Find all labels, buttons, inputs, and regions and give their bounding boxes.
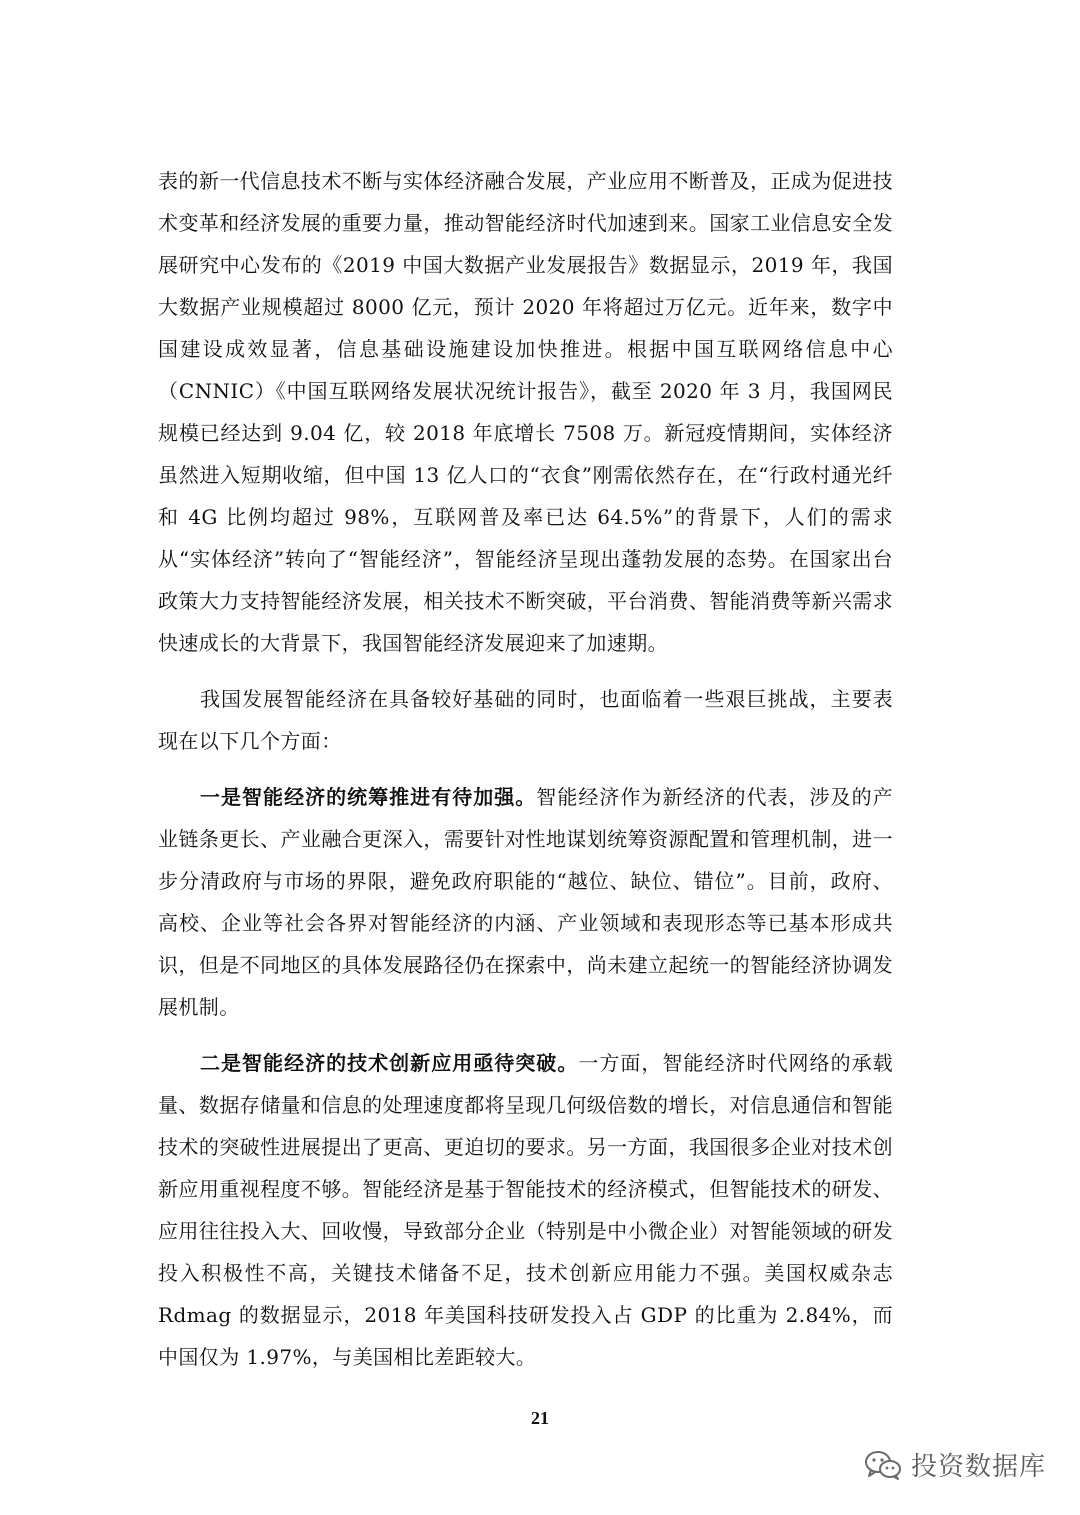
paragraph-point-two	[158, 1042, 893, 1378]
paragraph-lead: 一是智能经济的统筹推进有待加强。	[200, 785, 537, 809]
paragraph-text: 我国发展智能经济在具备较好基础的同时，也面临着一些艰巨挑战，主要表现在以下几个方面：	[158, 687, 893, 753]
paragraph-text: 表的新一代信息技术不断与实体经济融合发展，产业应用不断普及，正成为促进技术变革和经济发展的重要力量，推动智能经济时代加速到来。国家工业信息安全发展研究中心发布的《2019 中国大数据产业发展报告》数据显示，2019 年，我国大数据产业规模超过 8000 亿元，预计 2020 年将超过万亿元。近年来，数字中国建设成效显著，信息基础设施建设加快推进。根据中国互联网络信息中心（CNNIC）《中国互联网络发展状况统计报告》，截至 2020 年 3 月，我国网民规模已经达到 9.04 亿，较 2018 年底增长 7508 万。新冠疫情期间，实体经济虽然进入短期收缩，但中国 13 亿人口的“衣食”刚需依然存在，在“行政村通光纤和 4G 比例均超过 98%，互联网普及率已达 64.5%”的背景下，人们的需求从“实体经济”转向了“智能经济”，智能经济呈现出蓬勃发展的态势。在国家出台政策大力支持智能经济发展，相关技术不断突破，平台消费、智能消费等新兴需求快速成长的大背景下，我国智能经济发展迎来了加速期。	[158, 169, 893, 655]
page-number: 21	[531, 1408, 549, 1428]
paragraph-challenges	[158, 678, 893, 762]
paragraph-text: 一方面，智能经济时代网络的承载量、数据存储量和信息的处理速度都将呈现几何级倍数的增长，对信息通信和智能技术的突破性进展提出了更高、更迫切的要求。另一方面，我国很多企业对技术创新应用重视程度不够。智能经济是基于智能技术的经济模式，但智能技术的研发、应用往往投入大、回收慢，导致部分企业（特别是中小微企业）对智能领域的研发投入积极性不高，关键技术储备不足，技术创新应用能力不强。美国权威杂志 Rdmag 的数据显示，2018 年美国科技研发投入占 GDP 的比重为 2.84%，而中国仅为 1.97%，与美国相比差距较大。	[158, 1051, 894, 1369]
paragraph-lead: 二是智能经济的技术创新应用亟待突破。	[200, 1051, 579, 1075]
paragraph-point-one	[158, 776, 893, 1028]
watermark	[863, 1446, 1046, 1483]
wechat-icon	[863, 1449, 903, 1481]
paragraph-text: 智能经济作为新经济的代表，涉及的产业链条更长、产业融合更深入，需要针对性地谋划统筹资源配置和管理机制，进一步分清政府与市场的界限，避免政府职能的“越位、缺位、错位”。目前，政府、高校、企业等社会各界对智能经济的内涵、产业领域和表现形态等已基本形成共识，但是不同地区的具体发展路径仍在探索中，尚未建立起统一的智能经济协调发展机制。	[158, 785, 893, 1019]
watermark-text: 投资数据库	[910, 1452, 1046, 1482]
paragraph-intro	[158, 160, 893, 664]
document-body	[158, 160, 893, 1392]
